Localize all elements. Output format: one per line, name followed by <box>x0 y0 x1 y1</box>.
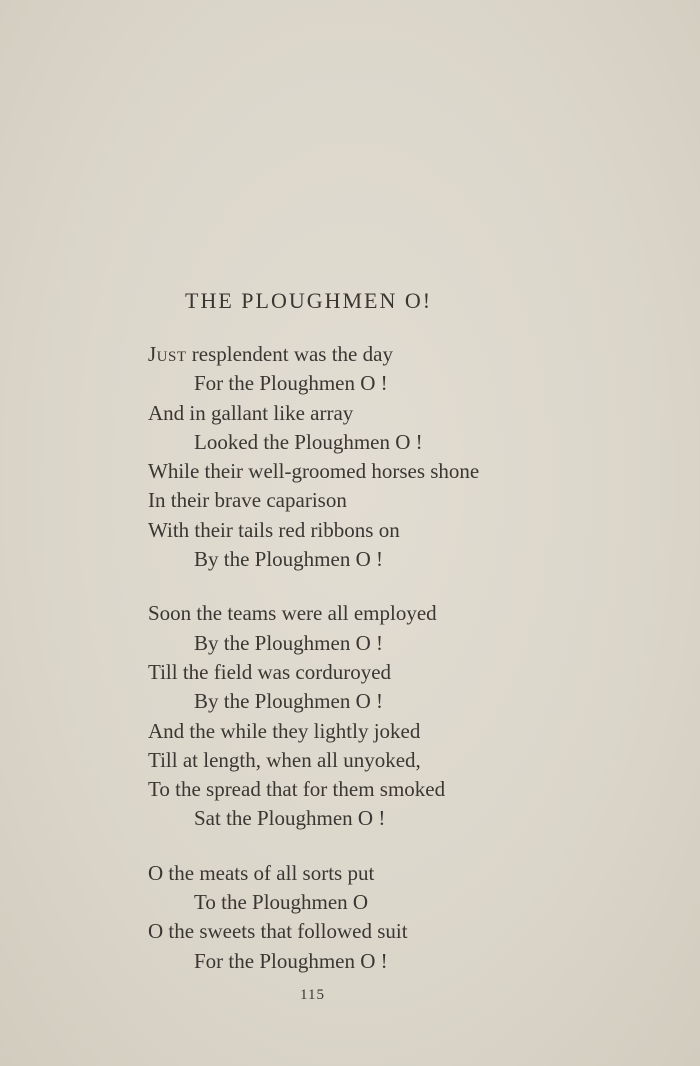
stanza-3 <box>148 859 668 976</box>
poem-line: Till at length, when all unyoked, <box>148 747 421 772</box>
line-text: resplendent was the day <box>186 342 393 366</box>
poem-line <box>148 340 668 369</box>
drop-word: Just <box>148 342 187 366</box>
poem-line-refrain: Sat the Ploughmen O ! <box>194 806 386 831</box>
poem-line: And the while they lightly joked <box>148 718 421 743</box>
poem-line: While their well-groomed horses shone <box>148 459 480 484</box>
page-number: 115 <box>300 987 325 1003</box>
poem-line-refrain: For the Ploughmen O ! <box>194 948 388 973</box>
poem-line-refrain: By the Ploughmen O ! <box>194 689 383 714</box>
poem-line-refrain: Looked the Ploughmen O ! <box>194 429 423 454</box>
poem-line: To the spread that for them smoked <box>148 777 446 802</box>
poem-line: Till the field was corduroyed <box>148 659 392 684</box>
poem-line: In their brave caparison <box>148 488 347 513</box>
poem-line: O the meats of all sorts put <box>148 860 375 885</box>
poem-line-refrain: By the Ploughmen O ! <box>194 547 383 572</box>
stanza-1 <box>148 340 668 574</box>
poem-line-refrain: For the Ploughmen O ! <box>194 371 388 396</box>
poem-line: O the sweets that followed suit <box>148 919 408 944</box>
poem-line-refrain: To the Ploughmen O <box>194 890 369 915</box>
poem-line: With their tails red ribbons on <box>148 517 400 542</box>
poem-title: THE PLOUGHMEN O! <box>185 288 433 313</box>
stanza-2 <box>148 599 668 833</box>
poem-line-refrain: By the Ploughmen O ! <box>194 630 383 655</box>
poem-line: Soon the teams were all employed <box>148 601 437 626</box>
poem-body <box>148 340 668 1001</box>
poem-line: And in gallant like array <box>148 400 354 425</box>
